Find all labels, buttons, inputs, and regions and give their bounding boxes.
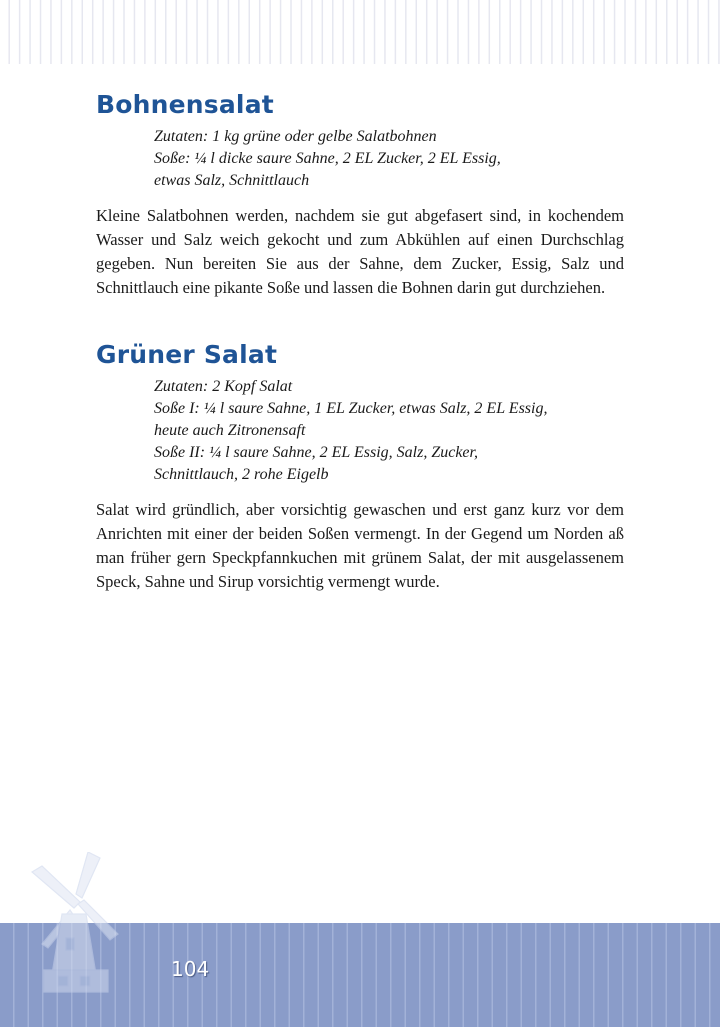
recipe-bohnensalat: [96, 88, 624, 300]
ingredient-line: Soße II: ¼ l saure Sahne, 2 EL Essig, Salz, Zucker,: [154, 444, 478, 461]
recipe-instructions: Kleine Salatbohnen werden, nachdem sie gut abgefasert sind, in kochendem Wasser und Salz weich gekocht und zum Abkühlen auf einen Durchschlag gegeben. Nun bereiten Sie aus der Sahne, dem Zucker, Essig, Salz und Schnittlauch eine pikante Soße und lassen die Bohnen darin gut durchziehen.: [96, 206, 624, 297]
recipe-title: Grüner Salat: [96, 340, 278, 369]
ingredient-line: Schnittlauch, 2 rohe Eigelb: [154, 466, 329, 483]
ingredient-line: Zutaten: 2 Kopf Salat: [154, 378, 293, 395]
ingredient-line: Zutaten: 1 kg grüne oder gelbe Salatbohnen: [154, 128, 437, 145]
ingredients-list: [154, 126, 624, 192]
ingredient-line: Soße I: ¼ l saure Sahne, 1 EL Zucker, etwas Salz, 2 EL Essig,: [154, 400, 548, 417]
recipe-instructions: Salat wird gründlich, aber vorsichtig gewaschen und erst ganz kurz vor dem Anrichten mit einer der beiden Soßen vermengt. In der Gegend um Norden aß man früher gern Speckpfannkuchen mit grünem Salat, der mit ausgelassenem Speck, Sahne und Sirup vorsichtig vermengt wurde.: [96, 500, 624, 591]
windmill-icon: [18, 852, 128, 1002]
page-content: [96, 88, 624, 594]
ingredient-line: Soße: ¼ l dicke saure Sahne, 2 EL Zucker, 2 EL Essig,: [154, 150, 501, 167]
recipe-title: Bohnensalat: [96, 90, 274, 119]
page-number: 104: [171, 957, 210, 981]
recipe-gruener-salat: [96, 338, 624, 594]
top-stripe-decoration: [0, 0, 720, 64]
ingredient-line: heute auch Zitronensaft: [154, 422, 306, 439]
ingredients-list: [154, 376, 624, 486]
ingredient-line: etwas Salz, Schnittlauch: [154, 172, 310, 189]
